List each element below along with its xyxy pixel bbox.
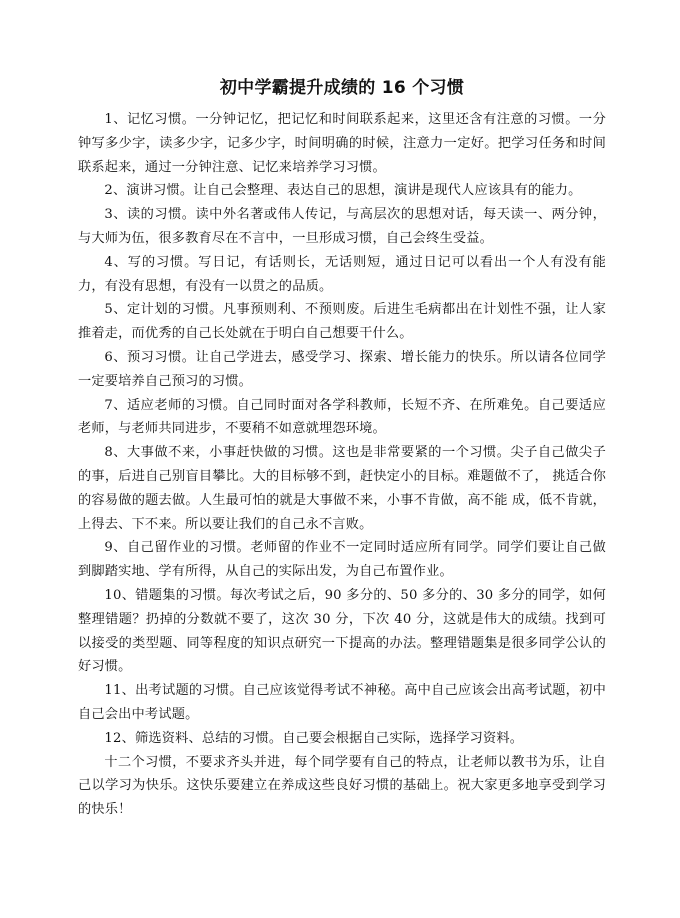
habit-paragraph-5: 5、定计划的习惯。凡事预则利、不预则废。后进生毛病都出在计划性不强，让人家推着走，而优秀的自己长处就在于明白自己想要干什么。 bbox=[78, 302, 606, 342]
document-title: 初中学霸提升成绩的 16 个习惯 bbox=[219, 78, 465, 98]
document-page bbox=[78, 76, 606, 822]
habit-paragraph-1: 1、记忆习惯。一分钟记忆，把记忆和时间联系起来，这里还含有注意的习惯。一分钟写多少字，读多少字，记多少字，时间明确的时候，注意力一定好。把学习任务和时间联系起来，通过一分钟注意、记忆来培养学习习惯。 bbox=[78, 112, 606, 175]
habit-paragraph-9: 9、自己留作业的习惯。老师留的作业不一定同时适应所有同学。同学们要让自己做到脚踏实地、学有所得，从自己的实际出发，为自己布置作业。 bbox=[78, 540, 606, 580]
habit-paragraph-6: 6、预习习惯。让自己学进去，感受学习、探索、增长能力的快乐。所以请各位同学一定要培养自己预习的习惯。 bbox=[78, 349, 606, 389]
habit-paragraph-10: 10、错题集的习惯。每次考试之后，90 多分的、50 多分的、30 多分的同学，如何整理错题？扔掉的分数就不要了，这次 30 分，下次 40 分，这就是伟大的成绩。找到可以接受的类型题、同等程度的知识点研究一下提高的办法。整理错题集是很多同学公认的好习惯。 bbox=[78, 587, 606, 675]
closing-paragraph: 十二个习惯，不要求齐头并进，每个同学要有自己的特点，让老师以教书为乐，让自己以学习为快乐。这快乐要建立在养成这些良好习惯的基础上。祝大家更多地享受到学习的快乐！ bbox=[78, 754, 606, 818]
habit-paragraph-11: 11、出考试题的习惯。自己应该觉得考试不神秘。高中自己应该会出高考试题，初中自己会出中考试题。 bbox=[78, 683, 606, 722]
habit-paragraph-8: 8、大事做不来，小事赶快做的习惯。这也是非常要紧的一个习惯。尖子自己做尖子的事，后进自己别盲目攀比。大的目标够不到，赶快定小的目标。难题做不了， 挑适合你的容易做的题去做。人生最可怕的就是大事做不来，小事不肯做，高不能 成，低不肯就，上得去、下不来。所以要让我们的自己永不言败。 bbox=[78, 445, 606, 532]
habit-paragraph-2: 2、演讲习惯。让自己会整理、表达自己的思想，演讲是现代人应该具有的能力。 bbox=[104, 183, 582, 199]
habit-paragraph-4: 4、写的习惯。写日记，有话则长，无话则短，通过日记可以看出一个人有没有能力，有没有思想，有没有一以贯之的品质。 bbox=[78, 254, 606, 294]
habit-paragraph-7: 7、适应老师的习惯。自己同时面对各学科教师，长短不齐、在所难免。自己要适应老师，与老师共同进步，不要稍不如意就埋怨环境。 bbox=[78, 397, 606, 437]
habit-paragraph-12: 12、筛选资料、总结的习惯。自己要会根据自己实际，选择学习资料。 bbox=[104, 730, 524, 746]
habit-paragraph-3: 3、读的习惯。读中外名著或伟人传记，与高层次的思想对话，每天读一、两分钟，与大师为伍，很多教育尽在不言中，一旦形成习惯，自己会终生受益。 bbox=[78, 207, 606, 246]
